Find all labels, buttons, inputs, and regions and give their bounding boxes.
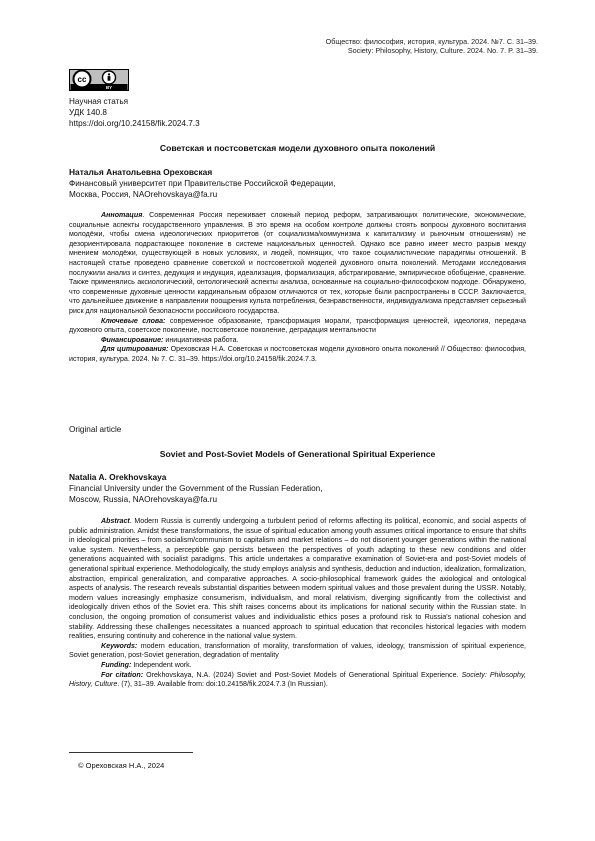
keywords-label-ru: Ключевые слова: [101,316,166,325]
citation-en [69,671,526,690]
keywords-en [69,642,526,661]
abstract-text-en: . Modern Russia is currently undergoing a turbulent period of reforms affecting its political, economic, and social aspects of public administration. Amidst these transformations, the issue of spiritual education among youth assumes critical importance to ensure that shifts in ideological priorities – from socialism/communism to capitalism and market relations – do not disorient younger generations within the national value system. Nevertheless, a perceptible gap persists between the perspectives of youth adapting to these new conditions and older generations acquainted with socialist paradigms. This article undertakes a comparative examination of Soviet-era and post-Soviet models of generational spiritual experience. Methodologically, the study employs analysis and synthesis, deduction and induction, idealization, formalization, abstraction, empirical generalization, and comparative approaches. A socio-philosophical framework guides the axiological and ontological aspects of analysis. The research reveals substantial disparities between modern spiritual values and those prevalent during the USSR. Notably, modern values increasingly emphasize consumerism, individualism, and moral relativism, diverging significantly from the collectivist and ideologically driven ethos of the Soviet era. This shift raises concerns about its implications for national security within the Russian state. In conclusion, the ongoing promotion of consumerist values and individualistic ethics poses a profound risk to Russia's national cohesion and stability. Addressing these challenges necessitates a nuanced approach to spiritual education that reconciles historical legacies with modern realities, ensuring continuity and coherence in the national value system. [69,517,526,641]
funding-en [69,661,526,671]
journal-header-ru: Общество: философия, история, культура. 2024. №7. С. 31–39. [325,37,538,46]
author-name-en: Natalia A. Orekhovskaya [69,472,167,482]
abstract-block-en [69,517,526,690]
abstract-label-ru: Аннотация [101,211,143,219]
keywords-text-en: modern education, transformation of morality, transformation of values, ideology, transmission of spiritual experience, Soviet generation, post-Soviet generation, degradation of mentality [69,641,526,660]
author-name-ru: Наталья Анатольевна Ореховская [69,167,213,177]
keywords-text-ru: современное образование, трансформация морали, трансформация ценностей, идеология, передача духовного опыта, советское поколение, постсоветское поколение, деградация ментальности [69,316,526,335]
title-en: Soviet and Post-Soviet Models of Generational Spiritual Experience [159,449,436,459]
journal-header-en: Society: Philosophy, History, Culture. 2024. No. 7. P. 31–39. [347,46,538,55]
affiliation-ru [69,178,335,200]
svg-text:BY: BY [105,85,113,91]
citation-text-en-start: Orekhovskaya, N.A. (2024) Soviet and Post-Soviet Models of Generational Spiritual Experience. [143,670,462,679]
footnote-divider [69,752,193,753]
funding-ru [69,336,526,346]
affiliation-en [69,483,323,505]
title-ru: Советская и постсоветская модели духовного опыта поколений [159,143,436,153]
funding-label-en: Funding: [101,660,132,669]
citation-label-en: For citation: [101,670,144,679]
cc-by-icon [69,69,129,91]
article-meta [69,96,200,129]
abstract-text-ru: . Современная Россия переживает сложный период реформ, затрагивающих политические, экономические, социальные аспекты государственного управления. В это время на особом контроле должны стоять вопросы духовного воспитания молодёжи, чтобы смена идеологических приоритетов (от социализма/коммунизма к капитализму и рыночным отношениям) не дезориентировала подрастающее поколение в системе национальных ценностей. Однако все равно имеет место разрыв между мнением молодёжи, существующей в новых условиях, и людей, помнящих, что такое социалистические парадигмы отношений. В настоящей статье проведено сравнение советской и постсоветской моделей духовного опыта поколений. Методами исследования послужили анализ и синтез, дедукция и индукция, идеализация, формализация, абстрагирование, эмпирическое обобщение, сравнение. Также применялись аксиологический, онтологический аспекты анализа, основанные на социально-философском подходе. Обнаружено, что современные духовные ценности кардинальным образом отличаются от тех, которые были распространены в СССР. Заключается, что дальнейшее движение в направлении поощрения культа потребления, безнравственности, индивидуализма представляет серьезный риск для национальной безопасности российского государства. [69,211,526,315]
citation-text-en-end: . (7), 31–39. Available from: doi:10.24158/fik.2024.7.3 (In Russian). [117,680,328,689]
journal-header [326,37,538,55]
affiliation-ru-line1: Финансовый университет при Правительстве Российской Федерации, [69,179,336,188]
article-type-en: Original article [69,425,122,434]
abstract-en [69,517,526,642]
citation-label-ru: Для цитирования: [101,345,169,354]
affiliation-en-line1: Financial University under the Government of the Russian Federation, [69,484,323,493]
article-type: Научная статья [69,97,129,106]
svg-text:cc: cc [77,74,87,84]
funding-text-ru: инициативная работа. [163,335,239,344]
keywords-ru [69,317,526,336]
citation-journal-en: Society: Philosophy, History, Culture [69,670,526,689]
affiliation-ru-line2: Москва, Россия, NAOrehovskaya@fa.ru [69,190,218,199]
abstract-block-ru [69,211,526,365]
doi-link[interactable]: https://doi.org/10.24158/fik.2024.7.3 [69,119,200,128]
abstract-ru [69,211,526,317]
affiliation-en-line2: Moscow, Russia, NAOrehovskaya@fa.ru [69,495,218,504]
udc-code: УДК 140.8 [69,108,107,117]
citation-text-ru: Ореховская Н.А. Советская и постсоветская модели духовного опыта поколений // Общество: философия, история, культура. 2024. № 7. С. 31–39. https://doi.org/10.24158/fik.2024.7.3. [69,345,527,363]
copyright-notice: © Ореховская Н.А., 2024 [78,761,165,770]
funding-text-en: Independent work. [131,660,192,669]
funding-label-ru: Финансирование: [101,335,164,344]
citation-ru [69,345,526,364]
keywords-label-en: Keywords: [101,641,138,650]
abstract-label-en: Abstract [101,517,130,525]
